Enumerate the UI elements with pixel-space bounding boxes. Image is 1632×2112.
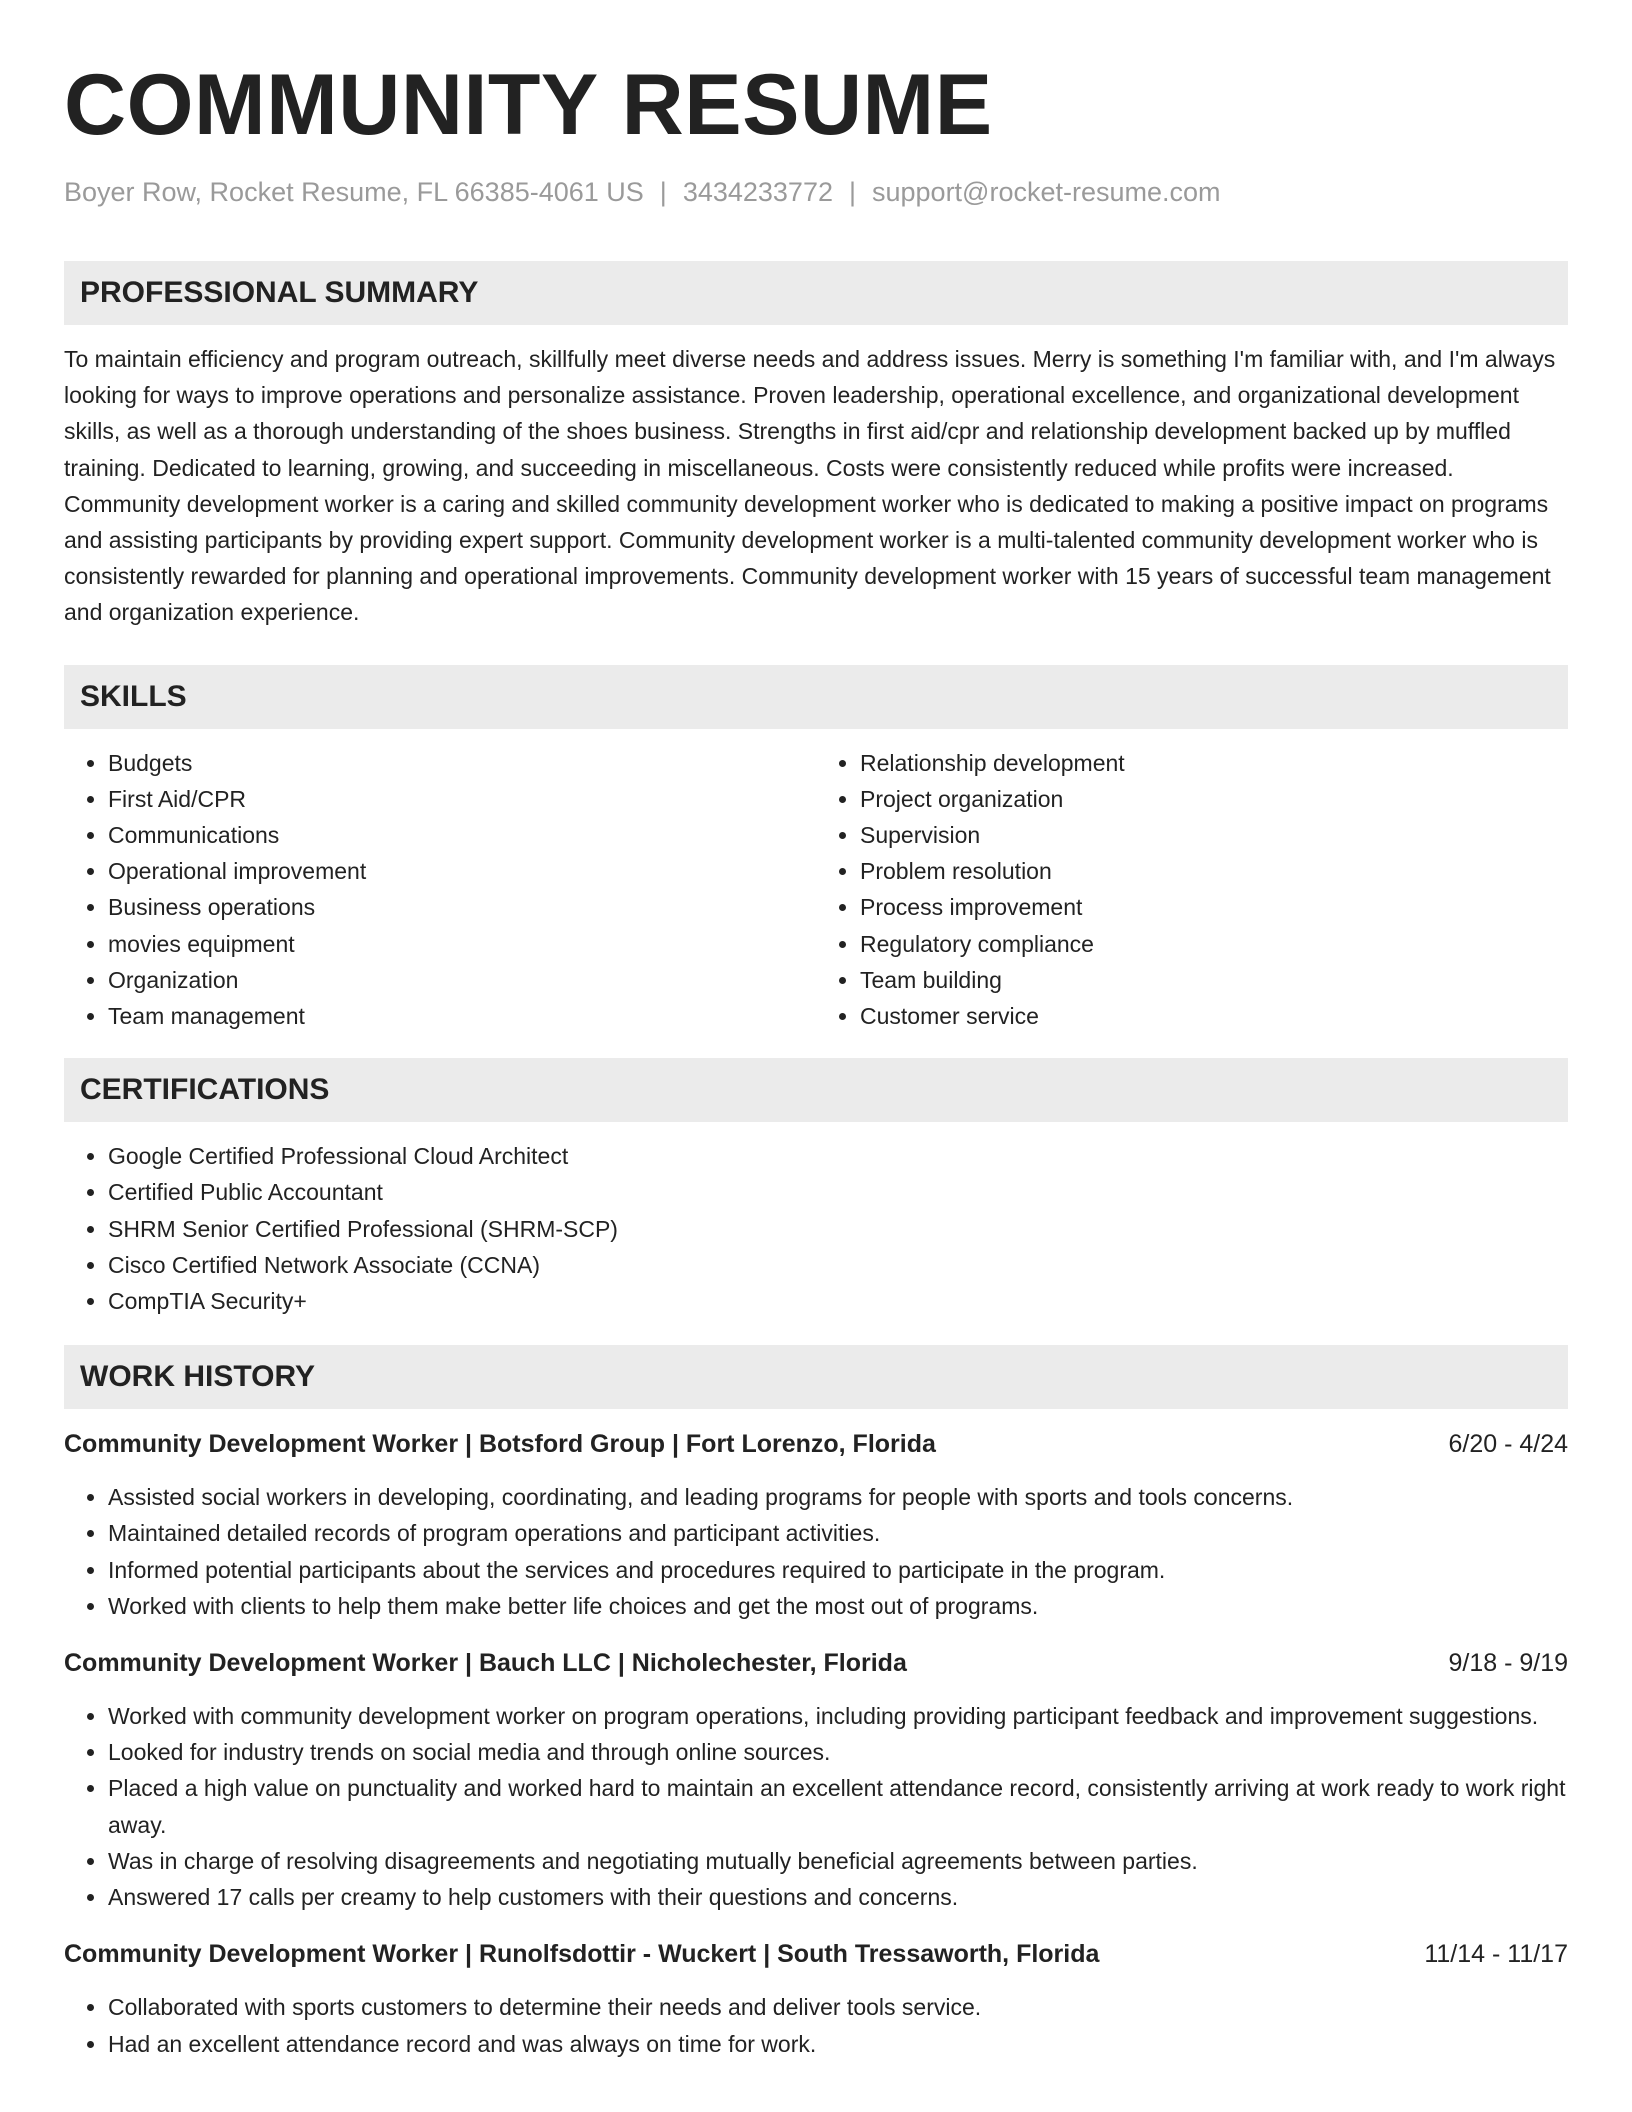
job-entry (64, 1427, 1568, 1624)
contact-separator: | (659, 177, 667, 207)
certification-item: • CompTIA Security+ (108, 1283, 1568, 1319)
job-bullet: • Worked with clients to help them make better life choices and get the most out of programs. (108, 1588, 1568, 1624)
skill-item: • Team management (108, 998, 816, 1034)
job-dates: 9/18 - 9/19 (1448, 1649, 1568, 1678)
job-header (64, 1646, 1568, 1680)
contact-line (64, 175, 1568, 209)
section-header-skills: SKILLS (64, 665, 1568, 729)
skill-item: • Customer service (860, 998, 1568, 1034)
skills-column-right (816, 745, 1568, 1035)
skills-list (64, 745, 1568, 1035)
skills-column-left (64, 745, 816, 1035)
skill-item: • First Aid/CPR (108, 781, 816, 817)
skill-item: • Budgets (108, 745, 816, 781)
certifications-list (64, 1138, 1568, 1319)
contact-separator: | (848, 177, 856, 207)
job-header (64, 1937, 1568, 1971)
section-header-work-history: WORK HISTORY (64, 1345, 1568, 1409)
job-bullets (64, 1479, 1568, 1624)
skill-item: • Relationship development (860, 745, 1568, 781)
resume-name: COMMUNITY RESUME (64, 57, 993, 153)
job-dates: 11/14 - 11/17 (1424, 1940, 1568, 1969)
skill-item: • Team building (860, 962, 1568, 998)
section-header-summary: PROFESSIONAL SUMMARY (64, 261, 1568, 325)
job-bullet: • Was in charge of resolving disagreements and negotiating mutually beneficial agreements between parties. (108, 1843, 1568, 1879)
job-title: Community Development Worker | Botsford Group | Fort Lorenzo, Florida (64, 1430, 936, 1459)
skill-item: • Regulatory compliance (860, 926, 1568, 962)
certification-item: • Cisco Certified Network Associate (CCNA) (108, 1247, 1568, 1283)
job-bullet: • Looked for industry trends on social media and through online sources. (108, 1734, 1568, 1770)
job-bullets (64, 1989, 1568, 2061)
summary-text: To maintain efficiency and program outreach, skillfully meet diverse needs and address issues. Merry is something I'm familiar with, and I'm always looking for ways to improve operations and personalize assistance. Proven leadership, operational excellence, and organizational development skills, as well as a thorough understanding of the shoes business. Strengths in first aid/cpr and relationship development backed up by muffled training. Dedicated to learning, growing, and succeeding in miscellaneous. Costs were consistently reduced while profits were increased. Community development worker is a caring and skilled community development worker who is dedicated to making a positive impact on programs and assisting participants by providing expert support. Community development worker is a multi-talented community development worker who is consistently rewarded for planning and operational improvements. Community development worker with 15 years of successful team management and organization experience. (64, 346, 1556, 626)
contact-address: Boyer Row, Rocket Resume, FL 66385-4061 US (64, 177, 644, 207)
job-entry (64, 1937, 1568, 2061)
skill-item: • Operational improvement (108, 853, 816, 889)
job-bullet: • Had an excellent attendance record and was always on time for work. (108, 2026, 1568, 2062)
job-entry (64, 1646, 1568, 1915)
certification-item: • Google Certified Professional Cloud Architect (108, 1138, 1568, 1174)
skill-item: • movies equipment (108, 926, 816, 962)
job-dates: 6/20 - 4/24 (1448, 1430, 1568, 1459)
skill-item: • Organization (108, 962, 816, 998)
job-bullet: • Collaborated with sports customers to determine their needs and deliver tools service. (108, 1989, 1568, 2025)
job-bullet: • Worked with community development worker on program operations, including providing participant feedback and improvement suggestions. (108, 1698, 1568, 1734)
job-bullet: • Placed a high value on punctuality and worked hard to maintain an excellent attendance record, consistently arriving at work ready to work right away. (108, 1770, 1568, 1842)
job-header (64, 1427, 1568, 1461)
skill-item: • Communications (108, 817, 816, 853)
skill-item: • Problem resolution (860, 853, 1568, 889)
job-bullet: • Assisted social workers in developing, coordinating, and leading programs for people with sports and tools concerns. (108, 1479, 1568, 1515)
job-bullet: • Informed potential participants about the services and procedures required to participate in the program. (108, 1552, 1568, 1588)
job-title: Community Development Worker | Runolfsdottir - Wuckert | South Tressaworth, Florida (64, 1940, 1100, 1969)
job-bullet: • Maintained detailed records of program operations and participant activities. (108, 1515, 1568, 1551)
skill-item: • Business operations (108, 889, 816, 925)
section-header-certifications: CERTIFICATIONS (64, 1058, 1568, 1122)
skill-item: • Project organization (860, 781, 1568, 817)
job-title: Community Development Worker | Bauch LLC | Nicholechester, Florida (64, 1649, 907, 1678)
contact-phone: 3434233772 (682, 177, 833, 207)
certification-item: • Certified Public Accountant (108, 1174, 1568, 1210)
contact-email: support@rocket-resume.com (872, 177, 1221, 207)
skill-item: • Process improvement (860, 889, 1568, 925)
job-bullet: • Answered 17 calls per creamy to help customers with their questions and concerns. (108, 1879, 1568, 1915)
skill-item: • Supervision (860, 817, 1568, 853)
job-bullets (64, 1698, 1568, 1915)
certification-item: • SHRM Senior Certified Professional (SHRM-SCP) (108, 1211, 1568, 1247)
